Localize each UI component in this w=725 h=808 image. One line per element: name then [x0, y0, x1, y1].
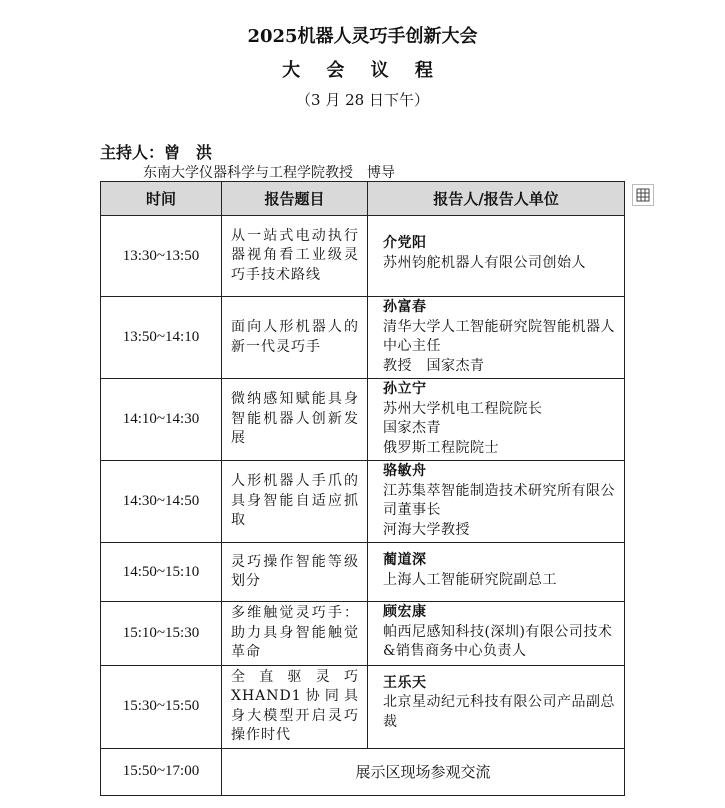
host-label: 主持人：曾 洪	[100, 143, 213, 162]
speaker-name: 王乐天	[383, 674, 427, 691]
row-time: 13:50~14:10	[101, 297, 222, 379]
row-time: 15:50~17:00	[101, 748, 222, 795]
table-row	[101, 748, 625, 795]
row-time: 14:50~15:10	[101, 543, 222, 602]
speaker-name: 蔺道深	[383, 552, 427, 568]
row-speaker	[368, 297, 625, 379]
agenda-heading: 大 会 议 程	[282, 60, 443, 81]
row-time: 15:10~15:30	[101, 602, 222, 666]
speaker-affiliation: 江苏集萃智能制造技术研究所有限公司董事长	[383, 482, 615, 518]
row-topic: 全直驱灵巧XHAND1协同具身大模型开启灵巧操作时代	[222, 665, 368, 748]
speaker-name: 顾宏康	[383, 604, 427, 620]
speaker-affiliation: 苏州大学机电工程院院长	[383, 400, 543, 417]
row-speaker	[368, 216, 625, 297]
speaker-affiliation: 帕西尼感知科技(深圳)有限公司技术&销售商务中心负责人	[383, 623, 613, 659]
row-topic: 多维触觉灵巧手：助力具身智能触觉革命	[222, 602, 368, 666]
table-row	[101, 297, 625, 379]
row-topic: 微纳感知赋能具身智能机器人创新发展	[222, 379, 368, 461]
speaker-title: 俄罗斯工程院院士	[383, 439, 499, 456]
speaker-affiliation: 北京星动纪元科技有限公司产品副总裁	[383, 694, 615, 730]
conference-title: 2025机器人灵巧手创新大会	[247, 26, 478, 47]
table-row	[101, 543, 625, 602]
agenda-table	[100, 181, 625, 796]
row-time: 14:10~14:30	[101, 379, 222, 461]
table-row	[101, 379, 625, 461]
row-speaker	[368, 543, 625, 602]
header-time: 时间	[101, 182, 222, 216]
table-header-row	[101, 182, 625, 216]
header-topic: 报告题目	[222, 182, 368, 216]
speaker-name: 孙富春	[383, 299, 427, 315]
speaker-title: 教授 国家杰青	[383, 357, 485, 374]
host-affiliation: 东南大学仪器科学与工程学院教授 博导	[143, 165, 395, 181]
speaker-title: 国家杰青	[383, 420, 441, 436]
speaker-name: 介党阳	[383, 235, 427, 251]
row-speaker	[368, 602, 625, 666]
row-time: 13:30~13:50	[101, 216, 222, 297]
row-time: 14:30~14:50	[101, 461, 222, 543]
table-row	[101, 216, 625, 297]
row-speaker	[368, 665, 625, 748]
row-topic: 灵巧操作智能等级划分	[222, 543, 368, 602]
speaker-affiliation: 上海人工智能研究院副总工	[383, 571, 557, 588]
table-row	[101, 602, 625, 666]
session-date: （3 月 28 日下午）	[296, 91, 429, 109]
row-time: 15:30~15:50	[101, 665, 222, 748]
row-topic: 从一站式电动执行器视角看工业级灵巧手技术路线	[222, 216, 368, 297]
speaker-name: 骆敏舟	[383, 463, 427, 479]
row-speaker	[368, 379, 625, 461]
speaker-affiliation: 清华大学人工智能研究院智能机器人中心主任	[383, 318, 615, 354]
speaker-affiliation: 苏州钧舵机器人有限公司创始人	[383, 254, 586, 271]
row-speaker	[368, 461, 625, 543]
table-row	[101, 461, 625, 543]
table-row	[101, 665, 625, 748]
row-topic: 人形机器人手爪的具身智能自适应抓取	[222, 461, 368, 543]
speaker-title: 河海大学教授	[383, 521, 470, 538]
header-speaker: 报告人/报告人单位	[368, 182, 625, 216]
table-select-icon[interactable]	[632, 184, 654, 206]
row-topic: 面向人形机器人的新一代灵巧手	[222, 297, 368, 379]
speaker-name: 孙立宁	[383, 381, 427, 397]
exhibition-visit: 展示区现场参观交流	[222, 748, 625, 795]
